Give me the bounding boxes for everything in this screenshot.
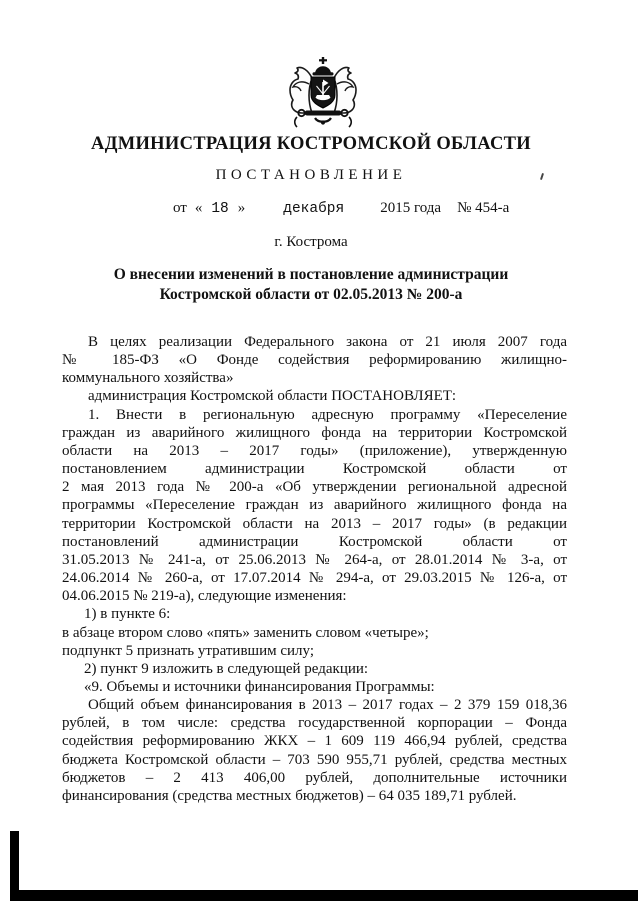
body-line: № 185-ФЗ «О Фонде содействия реформированию жилищно- (62, 352, 567, 369)
body-line: 2 мая 2013 года № 200-а «Об утверждении региональной адресной (62, 479, 567, 496)
body-line: «9. Объемы и источники финансирования Программы: (84, 678, 435, 695)
date-quote-open: « (194, 200, 203, 216)
kostroma-oblast-coat-of-arms-icon (281, 56, 365, 130)
body-line: администрация Костромской области ПОСТАНОВЛЯЕТ: (88, 388, 457, 405)
date-quote-close: » (237, 200, 246, 216)
body-line: бюджета Костромской области – 703 590 955,71 рублей, средства местных (62, 751, 567, 768)
body-line: финансирования (средства местных бюджетов) – 64 035 189,71 рублей. (62, 787, 517, 804)
body-line: 1. Внести в региональную адресную программу «Переселение (88, 406, 567, 423)
body-line: граждан из аварийного жилищного фонда на территории Костромской (62, 424, 567, 441)
body-line: 04.06.2015 № 219-а), следующие изменения: (62, 588, 347, 605)
body-line: территории Костромской области на 2013 – 2017 годы» (в редакции (62, 515, 567, 532)
city-label: г. Кострома (274, 234, 348, 250)
subject-line-1: О внесении изменений в постановление администрации (113, 266, 509, 283)
body-line: постановлением администрации Костромской области от (62, 461, 567, 478)
body-line: рублей, в том числе: средства государственной корпорации – Фонда (62, 715, 567, 732)
scan-border-bottom (10, 890, 638, 901)
date-day-value: 18 (211, 201, 229, 217)
body-line: содействия реформированию ЖКХ – 1 609 119 466,94 рублей, средства (62, 733, 567, 750)
document-subject (55, 265, 567, 305)
body-line: 2) пункт 9 изложить в следующей редакции: (84, 660, 369, 677)
body-line: 31.05.2013 № 241-а, от 25.06.2013 № 264-а, от 28.01.2014 № 3-а, от (62, 551, 567, 568)
body-line: в абзаце втором слово «пять» заменить словом «четыре»; (62, 624, 429, 641)
date-line (55, 199, 567, 218)
body-line: 24.06.2014 № 260-а, от 17.07.2014 № 294-а, от 29.03.2015 № 126-а, от (62, 570, 567, 587)
body-line: программы «Переселение граждан из аварийного жилищного фонда на (62, 497, 567, 514)
body-line: коммунального хозяйства» (62, 370, 234, 387)
document-number: № 454-а (457, 200, 510, 216)
body-line: Общий объем финансирования в 2013 – 2017 годах – 2 379 159 018,36 (88, 697, 567, 714)
document-type-title: ПОСТАНОВЛЕНИЕ (215, 167, 407, 183)
document-header (55, 0, 567, 305)
document-body (62, 333, 567, 805)
body-line: области на 2013 – 2017 годы» (приложение), утвержденную (62, 442, 567, 459)
body-line: подпункт 5 признать утратившим силу; (62, 642, 314, 659)
date-from-label: от (173, 200, 187, 216)
org-name: АДМИНИСТРАЦИЯ КОСТРОМСКОЙ ОБЛАСТИ (91, 134, 531, 154)
date-month-value: декабря (283, 201, 345, 217)
body-line: В целях реализации Федерального закона от 21 июля 2007 года (88, 334, 567, 350)
body-line: бюджетов – 2 413 406,00 рублей, дополнительные источники (62, 769, 567, 786)
subject-line-2: Костромской области от 02.05.2013 № 200-а (159, 286, 463, 303)
date-year-label: 2015 года (380, 200, 442, 216)
body-line: постановлений администрации Костромской области от (62, 533, 567, 550)
body-line: 1) в пункте 6: (84, 606, 171, 623)
